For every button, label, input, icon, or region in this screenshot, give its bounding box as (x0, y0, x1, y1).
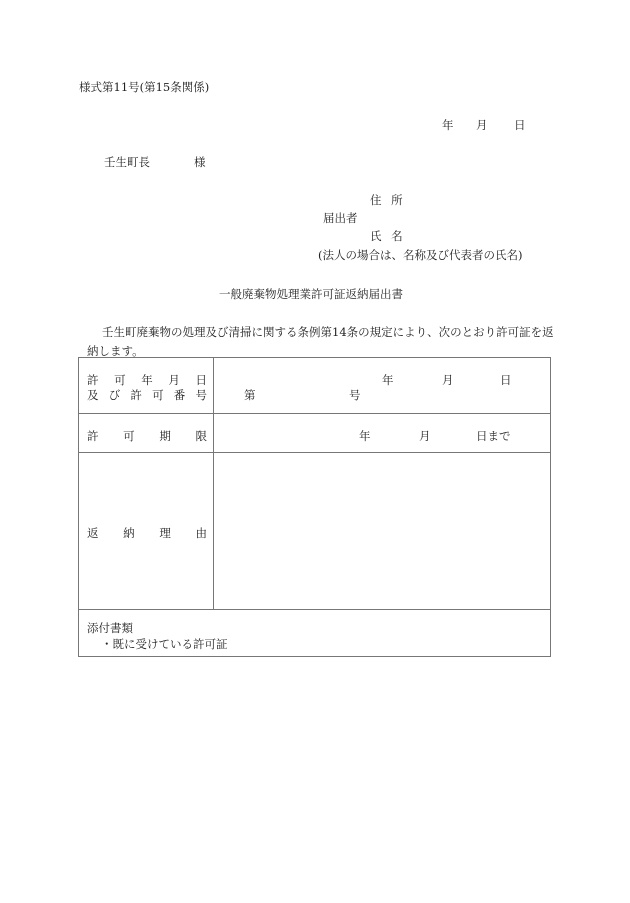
document-title: 一般廃棄物処理業許可証返納届出書 (219, 287, 403, 301)
submitter-label: 届出者 (323, 211, 358, 225)
column-divider (213, 358, 214, 609)
date-day-label: 日 (514, 118, 526, 132)
permit-number-prefix: 第 (244, 388, 256, 402)
form-number: 様式第11号(第15条関係) (79, 80, 210, 94)
addressee-honorific: 様 (194, 155, 206, 169)
permit-number-label-line2: 及 び 許 可 番 号 (87, 388, 207, 402)
corporate-note: (法人の場合は、名称及び代表者の氏名) (318, 248, 523, 262)
name-label: 氏 名 (370, 229, 403, 243)
permit-date-label-line1: 許 可 年 月 日 (87, 373, 207, 387)
return-reason-label: 返 納 理 由 (87, 526, 207, 540)
attachments-title: 添付書類 (87, 621, 133, 635)
period-year-field[interactable]: 年 (359, 429, 371, 443)
date-month-label: 月 (476, 118, 488, 132)
return-reason-field[interactable] (215, 454, 550, 608)
row-divider (79, 413, 550, 414)
date-year-label: 年 (442, 118, 454, 132)
addressee (104, 157, 206, 169)
period-month-field[interactable]: 月 (419, 429, 431, 443)
permit-month-field[interactable]: 月 (442, 373, 454, 387)
body-text: 壬生町廃棄物の処理及び清掃に関する条例第14条の規定により、次のとおり許可証を返納します。 (87, 325, 554, 358)
row-divider (79, 452, 550, 453)
address-label: 住 所 (370, 193, 403, 207)
addressee-name: 壬生町長 (104, 155, 150, 169)
permit-day-field[interactable]: 日 (500, 373, 512, 387)
attachment-item: ・既に受けている許可証 (101, 637, 228, 651)
return-form-table (78, 357, 551, 657)
submission-date (442, 120, 526, 132)
row-divider (79, 609, 550, 610)
permit-year-field[interactable]: 年 (382, 373, 394, 387)
permit-number-suffix[interactable]: 号 (349, 388, 361, 402)
permit-period-label: 許 可 期 限 (87, 429, 207, 443)
period-day-until-field[interactable]: 日まで (476, 429, 511, 443)
